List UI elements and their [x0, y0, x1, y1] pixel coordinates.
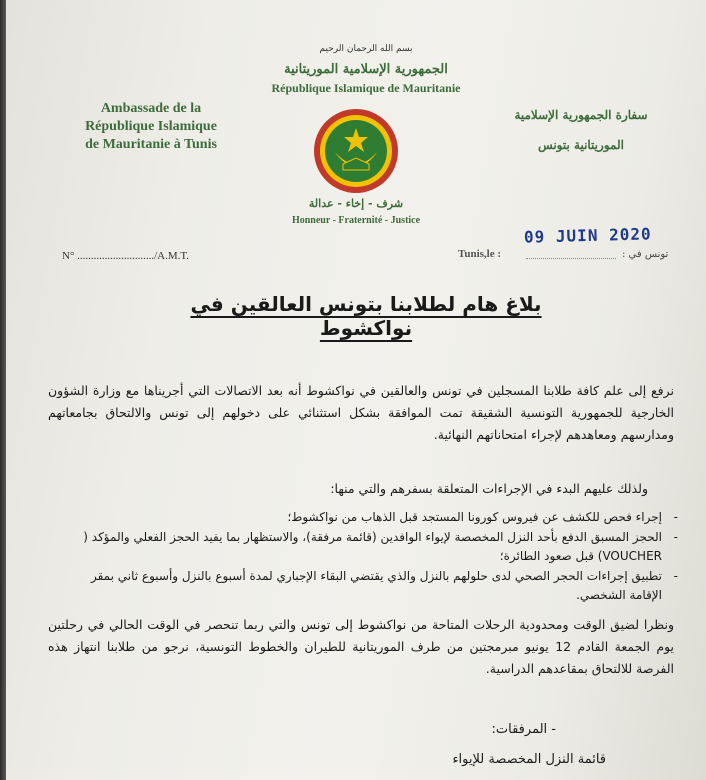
- date-dotted-line: [526, 258, 616, 259]
- letter-page: [6, 0, 706, 780]
- announcement-title: بلاغ هام لطلابنا بتونس العالقين في نواكشوط: [190, 292, 542, 340]
- list-item: - الحجز المسبق الدفع بأحد النزل المخصصة لإيواء الوافدين (قائمة مرفقة)، والاستظهار بما يفيد الحجز الفعلي والمؤكد ( VOUCHER) قبل صعود الطائرة؛: [62, 528, 662, 566]
- place-date-french: Tunis,le :: [458, 248, 502, 260]
- attachments-label: - المرفقات:: [491, 722, 556, 737]
- paragraph-procedures: ولذلك عليهم البدء في الإجراءات المتعلقة بسفرهم والتي منها:: [330, 481, 648, 496]
- attachment-item: قائمة النزل المخصصة للإيواء: [452, 752, 606, 767]
- paragraph-intro: نرفع إلى علم كافة طلابنا المسجلين في تونس والعالقين في نواكشوط أنه بعد الاتصالات التي أجريناها مع وزارة الشؤون الخارجية للجمهورية التونسية الشقيقة تمت الموافقة بشكل استثنائي على دخولهم إلى تونس والالتحاق بجامعاتهم ومدارسهم ومعاهدهم لإجراء امتحاناتهم النهائية.: [48, 383, 674, 442]
- motto-french: Honneur - Fraternité - Justice: [291, 215, 421, 226]
- embassy-ar-line-2: الموريتانية بتونس: [538, 138, 624, 152]
- embassy-fr-line-1: Ambassade de la: [100, 101, 202, 116]
- list-item: - إجراء فحص للكشف عن فيروس كورونا المستجد قبل الذهاب من نواكشوط؛: [62, 508, 662, 527]
- embassy-fr-line-2: République Islamique: [85, 119, 217, 134]
- reference-number: N° ............................/A.M.T.: [62, 250, 190, 262]
- place-date-arabic: تونس في :: [622, 249, 669, 260]
- republic-name-french: République Islamique de Mauritanie: [271, 81, 461, 95]
- paragraph-flights: ونظرا لضيق الوقت ومحدودية الرحلات المتاحة من نواكشوط إلى تونس والتي ربما تنحصر في الوقت الحالي في رحلتين يوم الجمعة القادم 12 يونيو مبرمجتين من طرف الموريتانية للطيران والخطوط التونسية، نرجو من طلابنا انتهاز هذه الفرصة للالتحاق بمقاعدهم الدراسية.: [48, 617, 675, 676]
- embassy-ar-line-1: سفارة الجمهورية الإسلامية: [514, 108, 648, 122]
- list-item: - تطبيق إجراءات الحجر الصحي لدى حلولهم بالنزل والذي يقتضي البقاء الإجباري لمدة أسبوع بالنزل وأسبوع ثاني بمقر الإقامة الشخصي.: [62, 567, 662, 605]
- date-stamp: 09 JUIN 2020: [523, 224, 652, 247]
- embassy-fr-line-3: de Mauritanie à Tunis: [85, 137, 217, 152]
- republic-name-arabic: الجمهورية الإسلامية الموريتانية: [284, 62, 448, 77]
- procedures-list: [62, 508, 682, 606]
- motto-arabic: شرف - إخاء - عدالة: [308, 197, 404, 210]
- embassy-name-arabic: [496, 100, 666, 160]
- basmala: بسم الله الرحمان الرحيم: [319, 44, 413, 54]
- embassy-name-french: [46, 100, 256, 154]
- mauritania-seal-icon: [313, 108, 399, 194]
